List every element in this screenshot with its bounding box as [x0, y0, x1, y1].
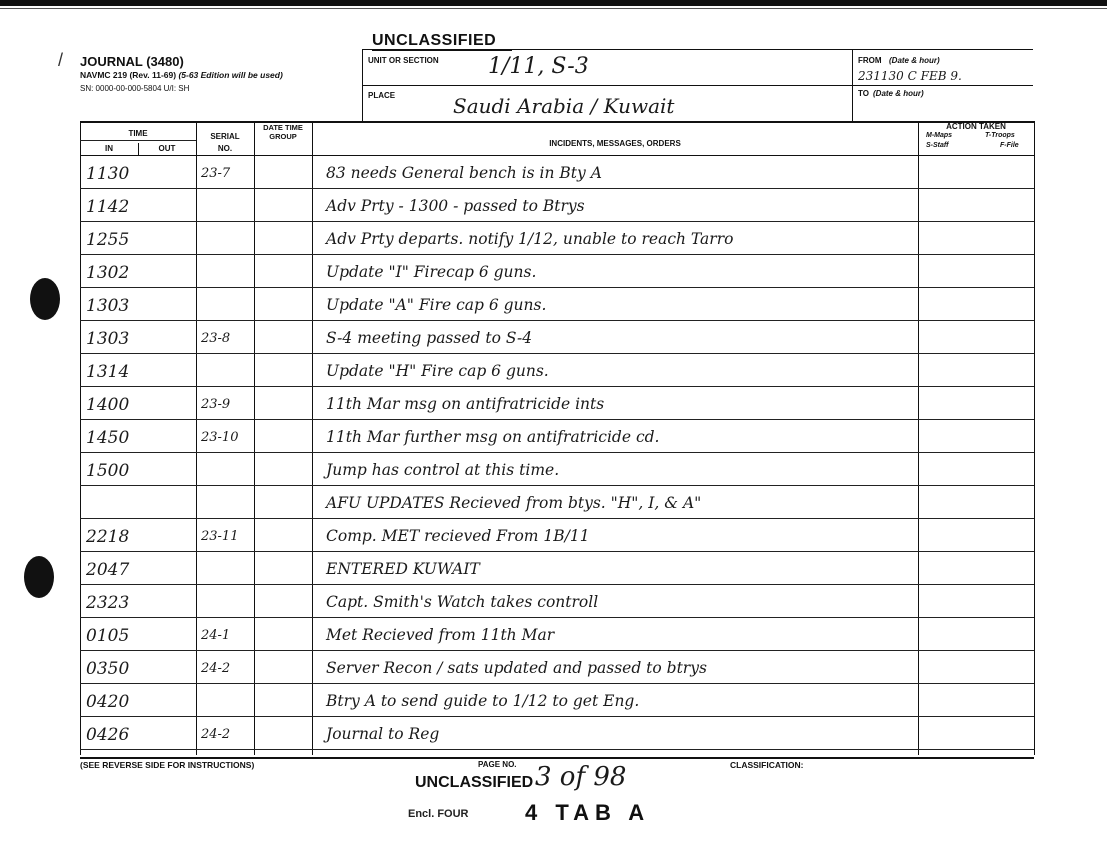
form-edition-text: (5-63 Edition will be used) [178, 70, 283, 80]
entry-message: S-4 meeting passed to S-4 [326, 329, 533, 347]
row-rule [80, 353, 1034, 354]
action-legend-s: S-Staff [926, 142, 949, 149]
entry-time-in: 0426 [86, 725, 130, 745]
entry-serial: 24-2 [201, 661, 231, 676]
from-field [852, 49, 1033, 86]
to-label: TO [858, 89, 869, 98]
footer-instructions: (SEE REVERSE SIDE FOR INSTRUCTIONS) [80, 760, 255, 770]
entry-time-in: 2218 [86, 527, 130, 547]
classification-label: CLASSIFICATION: [730, 760, 804, 770]
page-number-value: 3 of 98 [535, 762, 627, 792]
entry-serial: 23-9 [201, 397, 231, 412]
punch-hole-top [30, 278, 60, 320]
row-rule [80, 749, 1034, 750]
entry-message: AFU UPDATES Recieved from btys. "H", I, & A" [326, 494, 702, 512]
classification-top: UNCLASSIFIED [372, 32, 497, 49]
entry-time-in: 1450 [86, 428, 130, 448]
from-value: 231130 C FEB 9. [858, 69, 962, 83]
entry-serial: 23-11 [201, 529, 239, 544]
row-rule [80, 221, 1034, 222]
col-divider-action [918, 121, 919, 755]
entry-time-in: 1142 [86, 197, 130, 217]
entry-message: Server Recon / sats updated and passed to btrys [326, 659, 707, 677]
row-rule [80, 188, 1034, 189]
from-sub-label: (Date & hour) [889, 56, 940, 65]
to-field [852, 85, 1033, 123]
entry-message: Adv Prty - 1300 - passed to Btrys [326, 197, 585, 215]
entry-time-in: 1500 [86, 461, 130, 481]
entry-serial: 23-8 [201, 331, 231, 346]
entry-time-in: 0350 [86, 659, 130, 679]
entry-serial: 24-1 [201, 628, 231, 643]
entry-time-in: 2323 [86, 593, 130, 613]
place-label: PLACE [368, 91, 396, 100]
col-header-time: TIME [128, 129, 148, 138]
row-rule [80, 551, 1034, 552]
entry-time-in: 1130 [86, 164, 130, 184]
entry-message: ENTERED KUWAIT [326, 560, 480, 578]
col-header-action: ACTION TAKEN [946, 122, 1006, 131]
row-rule [80, 320, 1034, 321]
col-header-incidents: INCIDENTS, MESSAGES, ORDERS [549, 139, 681, 148]
form-number [80, 70, 283, 80]
entry-message: Update "H" Fire cap 6 guns. [326, 362, 549, 380]
entry-time-in: 1400 [86, 395, 130, 415]
table-left-border [80, 121, 81, 755]
entry-time-in: 1314 [86, 362, 130, 382]
enclosure-stamp: Encl. FOUR [408, 808, 469, 820]
row-rule [80, 287, 1034, 288]
col-header-dtg: DATE TIME GROUP [263, 123, 303, 141]
punch-hole-bottom [24, 556, 54, 598]
action-legend-t: T-Troops [985, 132, 1015, 139]
entry-message: 11th Mar further msg on antifratricide cd. [326, 428, 660, 446]
row-rule [80, 485, 1034, 486]
row-rule [80, 584, 1034, 585]
entry-message: 11th Mar msg on antifratricide ints [326, 395, 605, 413]
page-top-border [0, 0, 1107, 6]
stock-number: SN: 0000-00-000-5804 U/I: SH [80, 84, 190, 93]
entry-time-in: 1303 [86, 296, 130, 316]
entry-message: Update "I" Firecap 6 guns. [326, 263, 537, 281]
entry-message: 83 needs General bench is in Bty A [326, 164, 602, 182]
action-legend-f: F-File [1000, 142, 1019, 149]
from-label: FROM [858, 56, 882, 65]
entry-message: Journal to Reg [326, 725, 440, 743]
page-number-label: PAGE NO. [478, 760, 517, 769]
entry-time-in: 0105 [86, 626, 130, 646]
row-rule [80, 650, 1034, 651]
row-rule [80, 716, 1034, 717]
place-field [362, 85, 853, 123]
col-header-no: NO. [217, 144, 233, 153]
col-divider-dtg [254, 121, 255, 755]
col-header-in: IN [105, 144, 113, 153]
header-bottom-rule [80, 155, 1034, 156]
row-rule [80, 617, 1034, 618]
col-header-out: OUT [158, 144, 176, 153]
margin-mark: / [58, 50, 64, 70]
entry-time-in: 2047 [86, 560, 130, 580]
entry-message: Adv Prty departs. notify 1/12, unable to reach Tarro [326, 230, 734, 248]
entry-time-in: 0420 [86, 692, 130, 712]
row-rule [80, 518, 1034, 519]
entry-time-in: 1302 [86, 263, 130, 283]
table-right-border [1034, 121, 1035, 755]
entry-time-in: 1303 [86, 329, 130, 349]
unit-value: 1/11, S-3 [488, 54, 589, 79]
action-legend-m: M-Maps [926, 132, 953, 139]
unit-section-field [362, 49, 853, 86]
classification-bottom: UNCLASSIFIED [415, 774, 534, 791]
entry-serial: 23-7 [201, 166, 231, 181]
form-number-text: NAVMC 219 (Rev. 11-69) [80, 70, 177, 80]
row-rule [80, 683, 1034, 684]
col-header-serial: SERIAL [210, 132, 240, 141]
row-rule [80, 386, 1034, 387]
unit-label: UNIT OR SECTION [368, 56, 439, 65]
row-rule [80, 419, 1034, 420]
entry-message: Update "A" Fire cap 6 guns. [326, 296, 547, 314]
entry-message: Met Recieved from 11th Mar [326, 626, 555, 644]
entry-message: Jump has control at this time. [326, 461, 560, 479]
entry-time-in: 1255 [86, 230, 130, 250]
entry-message: Btry A to send guide to 1/12 to get Eng. [326, 692, 640, 710]
entry-message: Comp. MET recieved From 1B/11 [326, 527, 590, 545]
time-subheader-rule [80, 140, 196, 141]
journal-title: JOURNAL (3480) [80, 54, 184, 69]
entry-message: Capt. Smith's Watch takes controll [326, 593, 599, 611]
col-divider-serial [196, 121, 197, 755]
tab-stamp: 4 TAB A [525, 800, 651, 825]
row-rule [80, 254, 1034, 255]
entry-serial: 23-10 [201, 430, 239, 445]
place-value: Saudi Arabia / Kuwait [453, 94, 675, 118]
row-rule [80, 452, 1034, 453]
col-divider-incidents [312, 121, 313, 755]
to-sub-label: (Date & hour) [873, 89, 924, 98]
entry-serial: 24-2 [201, 727, 231, 742]
page-top-rule [0, 8, 1107, 9]
